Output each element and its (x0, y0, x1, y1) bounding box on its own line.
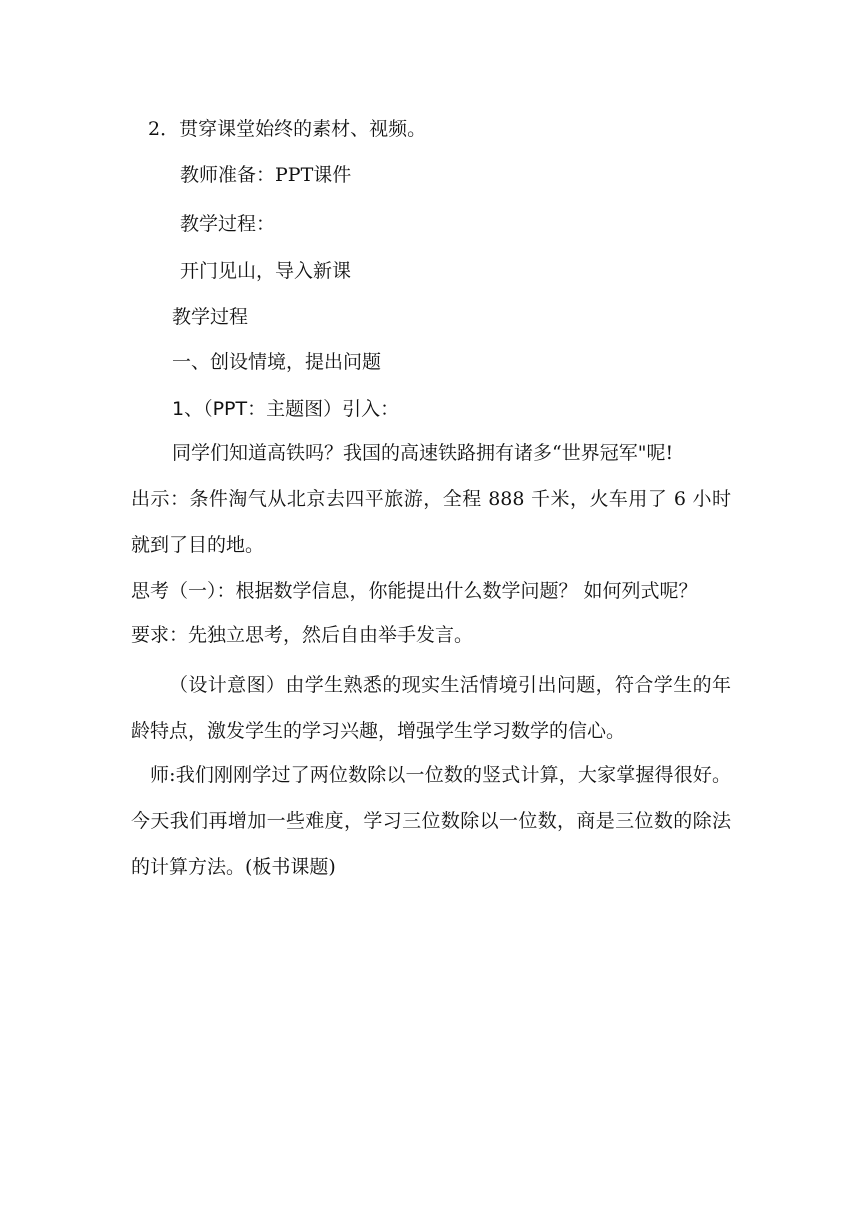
intro-line: 开门见山，导入新课 (180, 260, 352, 282)
teacher-preparation-line: 教师准备：PPT课件 (180, 164, 352, 186)
paragraph-think: 思考（一）：根据数学信息，你能提出什么数学问题？ 如何列式呢？ (131, 580, 698, 602)
paragraph-show-condition: 出示：条件淘气从北京去四平旅游，全程 888 千米，火车用了 6 小时就到了目的地。 (131, 488, 731, 556)
paragraph-design-intent: （设计意图）由学生熟悉的现实生活情境引出问题，符合学生的年龄特点，激发学生的学习兴趣，增强学生学习数学的信心。 (131, 674, 731, 742)
paragraph-requirement: 要求：先独立思考，然后自由举手发言。 (131, 624, 474, 646)
step-heading: 1、（PPT：主题图）引入： (172, 398, 400, 420)
section-heading: 教学过程 (172, 306, 249, 328)
teaching-process-label: 教学过程： (180, 213, 276, 235)
paragraph-high-speed-rail: 同学们知道高铁吗？我国的高速铁路拥有诸多“世界冠军"呢! (172, 442, 674, 464)
subsection-heading: 一、创设情境，提出问题 (172, 351, 382, 373)
paragraph-teacher-speech: 师:我们刚刚学过了两位数除以一位数的竖式计算，大家掌握得很好。今天我们再增加一些难度，学习三位数除以一位数，商是三位数的除法的计算方法。(板书课题) (131, 764, 731, 878)
material-line: 2．贯穿课堂始终的素材、视频。 (148, 118, 427, 140)
